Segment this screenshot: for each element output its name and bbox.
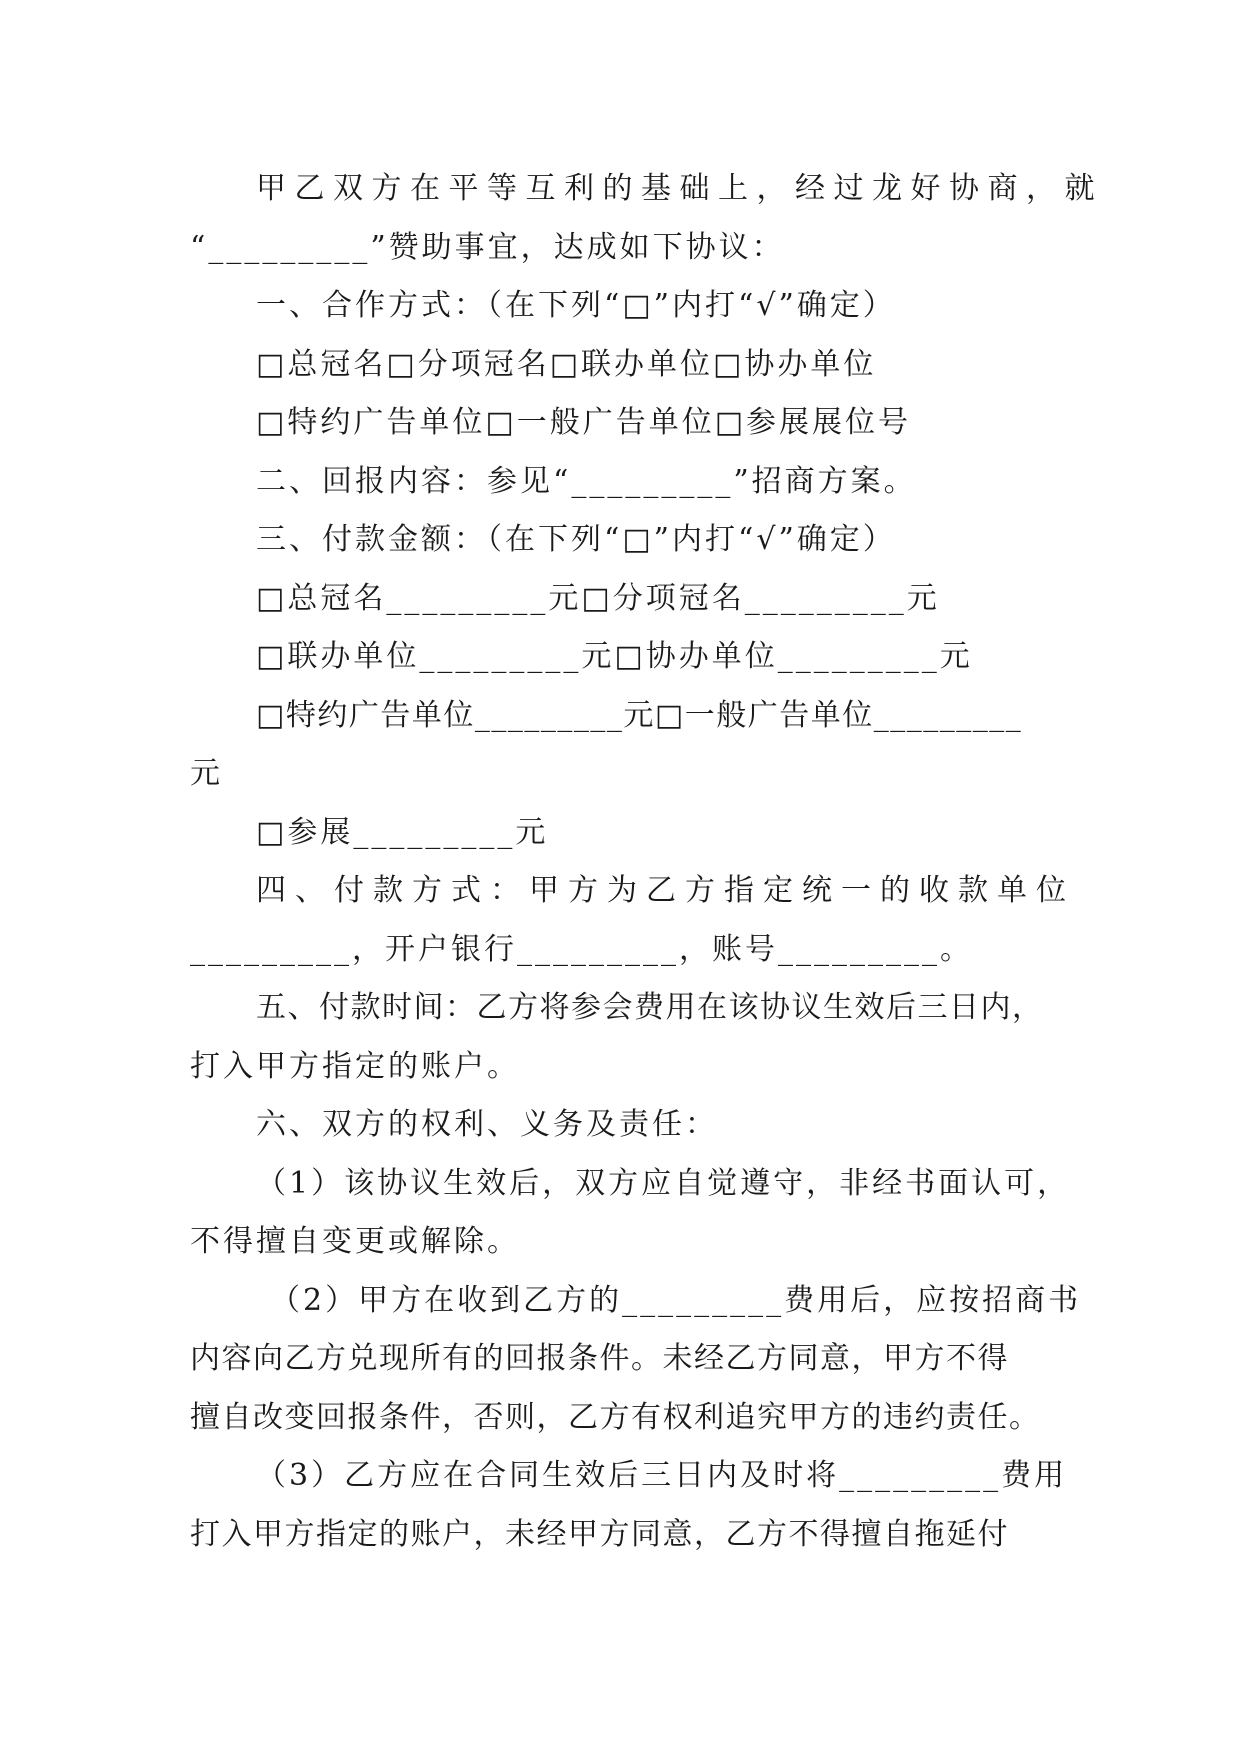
text-line: 擅自改变回报条件，否则，乙方有权利追究甲方的违约责任。 — [190, 1399, 1041, 1435]
text-line: □参展_________元 — [256, 814, 549, 850]
text-line: 元 — [190, 756, 223, 791]
text-line: （3）乙方应在合同生效后三日内及时将_________费用 — [256, 1458, 1068, 1493]
text-line: 一、合作方式：（在下列“□”内打“√”确定） — [256, 288, 896, 323]
text-line: 不得擅自变更或解除。 — [190, 1224, 520, 1259]
text-line: 三、付款金额：（在下列“□”内打“√”确定） — [256, 522, 896, 557]
text-line: □总冠名_________元□分项冠名_________元 — [256, 580, 940, 616]
text-line: “_________”赞助事宜，达成如下协议： — [190, 229, 785, 265]
text-line: 六、双方的权利、义务及责任： — [256, 1107, 718, 1142]
text-line: 五、付款时间：乙方将参会费用在该协议生效后三日内， — [256, 990, 1044, 1025]
text-line: 内容向乙方兑现所有的回报条件。未经乙方同意，甲方不得 — [190, 1341, 1009, 1376]
text-line: 打入甲方指定的账户。 — [190, 1048, 520, 1084]
text-line: □特约广告单位_________元□一般广告单位_________ — [256, 697, 1023, 733]
text-line: □联办单位_________元□协办单位_________元 — [256, 639, 973, 674]
text-line: 四、付款方式：甲方为乙方指定统一的收款单位 — [256, 873, 1075, 908]
agreement-body — [190, 160, 1103, 1564]
text-line: 甲乙双方在平等互利的基础上，经过龙好协商，就 — [256, 171, 1103, 206]
text-line: （2）甲方在收到乙方的_________费用后，应按招商书 — [270, 1282, 1082, 1318]
text-line: _________，开户银行_________，账号_________。 — [190, 931, 973, 967]
text-line: □总冠名□分项冠名□联办单位□协办单位 — [256, 346, 877, 382]
text-line: 打入甲方指定的账户，未经甲方同意，乙方不得擅自拖延付 — [190, 1516, 1009, 1552]
text-line: 二、回报内容：参见“_________”招商方案。 — [256, 463, 917, 499]
text-line: （1）该协议生效后，双方应自觉遵守，非经书面认可， — [256, 1165, 1071, 1201]
text-line: □特约广告单位□一般广告单位□参展展位号 — [256, 405, 912, 440]
